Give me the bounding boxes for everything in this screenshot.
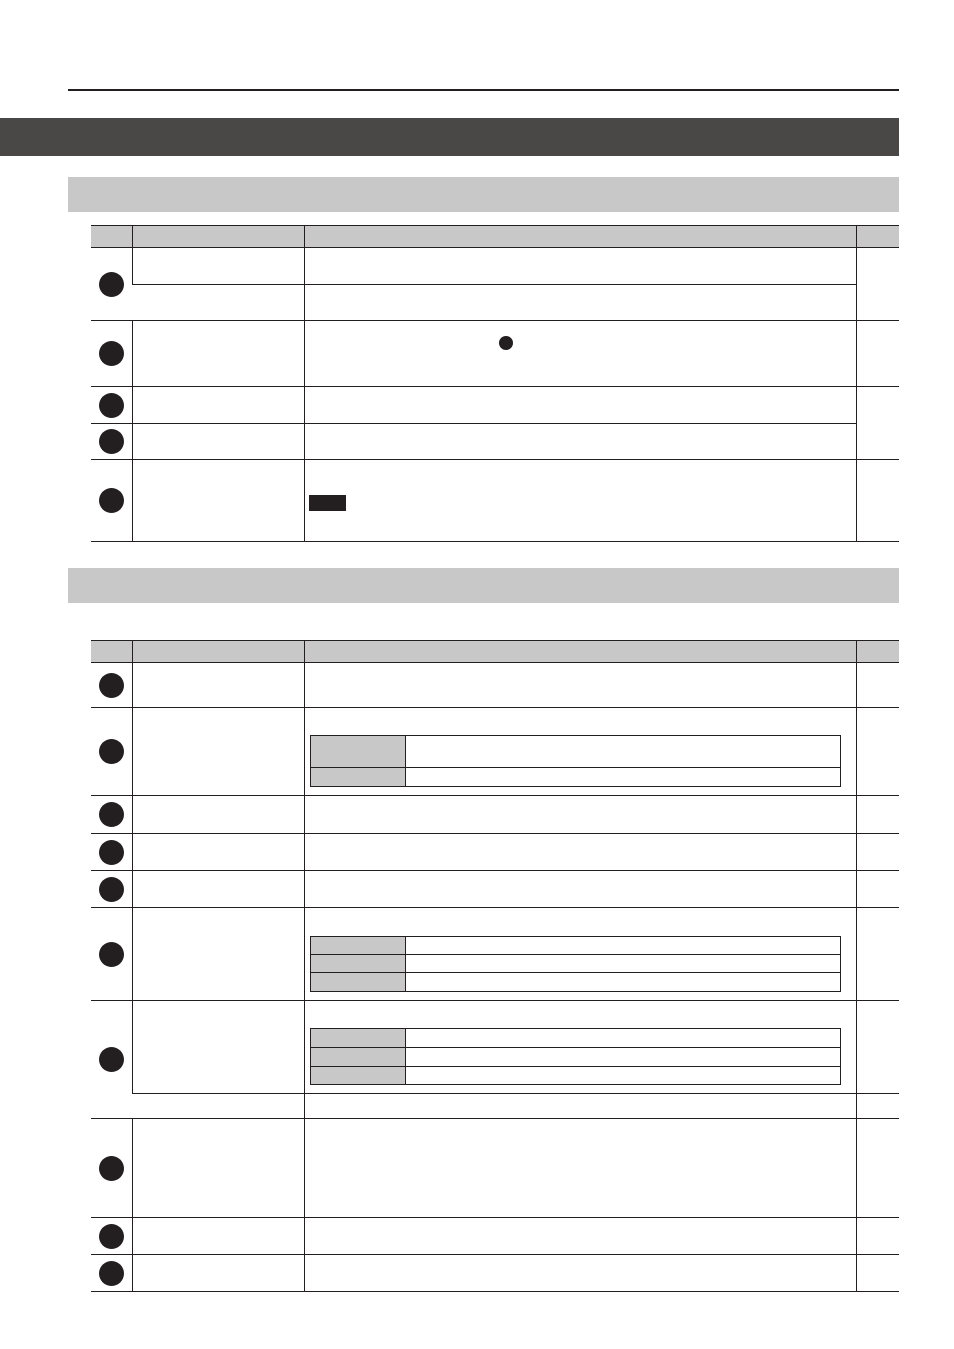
- value-key-cell: [310, 736, 405, 768]
- page-ref-cell: [856, 1255, 899, 1292]
- parameter-name-cell: [132, 285, 304, 321]
- page-ref-cell: [856, 1094, 899, 1119]
- column-header-parameter: [132, 226, 304, 248]
- parameter-description-cell: [304, 1001, 856, 1094]
- value-key-cell: [310, 768, 405, 787]
- parameter-description-cell: [304, 1255, 856, 1292]
- numbered-callout-icon: [99, 488, 124, 513]
- table-row: [91, 321, 899, 387]
- note-label: [309, 495, 346, 511]
- parameter-name-cell: [132, 1255, 304, 1292]
- parameter-description-cell: [304, 1218, 856, 1255]
- row-number-cell: [91, 871, 132, 908]
- numbered-callout-icon: [99, 877, 124, 902]
- parameter-name-cell: [132, 1001, 304, 1094]
- table-row: [91, 1255, 899, 1292]
- value-table: [310, 1028, 841, 1085]
- numbered-callout-icon: [99, 1047, 124, 1072]
- value-description-cell: [405, 1029, 840, 1048]
- parameter-name-cell: [132, 321, 304, 387]
- value-table: [310, 735, 841, 787]
- page-ref-cell: [856, 834, 899, 871]
- parameter-description-cell: [304, 1094, 856, 1119]
- page-ref-cell: [856, 248, 899, 321]
- value-row: [310, 1067, 840, 1085]
- parameter-description-cell: [304, 1119, 856, 1218]
- value-description-cell: [405, 955, 840, 973]
- numbered-callout-icon: [99, 429, 124, 454]
- page-ref-cell: [856, 871, 899, 908]
- row-number-cell: [91, 387, 132, 424]
- parameter-description-cell: [304, 796, 856, 834]
- column-header-parameter: [132, 641, 304, 663]
- value-table: [310, 936, 841, 992]
- parameter-description-cell: [304, 908, 856, 1001]
- table-row: [91, 663, 899, 708]
- value-description-cell: [405, 1048, 840, 1067]
- value-key-cell: [310, 973, 405, 992]
- parameter-description-cell: [304, 663, 856, 708]
- parameter-name-cell: [132, 248, 304, 285]
- parameter-name-cell: [132, 871, 304, 908]
- numbered-callout-icon: [99, 1156, 124, 1181]
- parameter-name-cell: [132, 908, 304, 1001]
- column-header-page: [856, 226, 899, 248]
- table-row: [91, 796, 899, 834]
- row-number-cell: [91, 321, 132, 387]
- row-number-cell: [91, 424, 132, 460]
- row-number-cell: [91, 834, 132, 871]
- parameter-description-cell: [304, 708, 856, 796]
- row-number-cell: [91, 796, 132, 834]
- header-rule: [68, 89, 899, 91]
- page-ref-cell: [856, 1119, 899, 1218]
- numbered-callout-icon: [99, 1261, 124, 1286]
- parameter-description-cell: [304, 285, 856, 321]
- parameter-name-cell: [132, 424, 304, 460]
- numbered-callout-icon: [99, 673, 124, 698]
- section-1-title-bar: [68, 177, 899, 212]
- numbered-callout-icon: [99, 1224, 124, 1249]
- parameter-description-cell: [304, 871, 856, 908]
- value-row: [310, 973, 840, 992]
- table-row: [91, 424, 899, 460]
- row-number-cell: [91, 460, 132, 542]
- numbered-callout-icon: [99, 272, 124, 297]
- table-row: [91, 708, 899, 796]
- value-key-cell: [310, 937, 405, 955]
- value-description-cell: [405, 736, 840, 768]
- page-ref-cell: [856, 708, 899, 796]
- page-ref-cell: [856, 387, 899, 460]
- table-row: [91, 1119, 899, 1218]
- page-ref-cell: [856, 663, 899, 708]
- row-number-cell: [91, 1255, 132, 1292]
- value-key-cell: [310, 1029, 405, 1048]
- parameter-description-cell: [304, 424, 856, 460]
- page-ref-cell: [856, 321, 899, 387]
- column-header-page: [856, 641, 899, 663]
- parameter-name-cell: [132, 1218, 304, 1255]
- section-2-title-bar: [68, 568, 899, 603]
- page-ref-cell: [856, 908, 899, 1001]
- value-description-cell: [405, 768, 840, 787]
- page-ref-cell: [856, 1218, 899, 1255]
- numbered-callout-icon: [99, 802, 124, 827]
- row-number-cell: [91, 1119, 132, 1218]
- value-row: [310, 1048, 840, 1067]
- parameter-table-1: [91, 225, 899, 542]
- value-row: [310, 736, 840, 768]
- parameter-table-2: [91, 640, 899, 1292]
- numbered-callout-icon: [99, 341, 124, 366]
- table-row: [91, 1001, 899, 1094]
- parameter-description-cell: [304, 321, 856, 387]
- numbered-callout-icon: [99, 739, 124, 764]
- parameter-name-cell: [132, 663, 304, 708]
- table-row: [91, 387, 899, 424]
- row-number-cell: [91, 663, 132, 708]
- parameter-description-cell: [304, 248, 856, 285]
- row-number-cell: [91, 908, 132, 1001]
- table-row: [91, 285, 899, 321]
- parameter-name-cell: [132, 387, 304, 424]
- table-row: [91, 871, 899, 908]
- table-header-row: [91, 226, 899, 248]
- table-row: [91, 834, 899, 871]
- row-number-cell: [91, 248, 132, 321]
- table-row: [91, 248, 899, 285]
- parameter-description-cell: [304, 387, 856, 424]
- numbered-callout-icon: [99, 840, 124, 865]
- value-description-cell: [405, 973, 840, 992]
- value-row: [310, 937, 840, 955]
- page-ref-cell: [856, 460, 899, 542]
- parameter-name-cell: [132, 1094, 304, 1119]
- column-header-number: [91, 641, 132, 663]
- value-key-cell: [310, 1048, 405, 1067]
- row-number-cell: [91, 708, 132, 796]
- value-key-cell: [310, 955, 405, 973]
- table-row: [91, 1218, 899, 1255]
- value-key-cell: [310, 1067, 405, 1085]
- column-header-explanation: [304, 641, 856, 663]
- value-description-cell: [405, 937, 840, 955]
- column-header-explanation: [304, 226, 856, 248]
- value-row: [310, 768, 840, 787]
- numbered-callout-icon: [99, 942, 124, 967]
- parameter-name-cell: [132, 708, 304, 796]
- value-row: [310, 955, 840, 973]
- numbered-callout-icon: [99, 393, 124, 418]
- page-ref-cell: [856, 796, 899, 834]
- table-row: [91, 908, 899, 1001]
- chapter-title-bar: [0, 118, 899, 156]
- inline-callout-icon: [499, 336, 513, 350]
- table-header-row: [91, 641, 899, 663]
- parameter-name-cell: [132, 460, 304, 542]
- parameter-name-cell: [132, 834, 304, 871]
- parameter-name-cell: [132, 796, 304, 834]
- row-number-cell: [91, 1001, 132, 1119]
- row-number-cell: [91, 1218, 132, 1255]
- parameter-name-cell: [132, 1119, 304, 1218]
- value-description-cell: [405, 1067, 840, 1085]
- table-row: [91, 1094, 899, 1119]
- page-ref-cell: [856, 1001, 899, 1094]
- table-row: [91, 460, 899, 542]
- value-row: [310, 1029, 840, 1048]
- column-header-number: [91, 226, 132, 248]
- parameter-description-cell: [304, 834, 856, 871]
- parameter-description-cell: [304, 460, 856, 542]
